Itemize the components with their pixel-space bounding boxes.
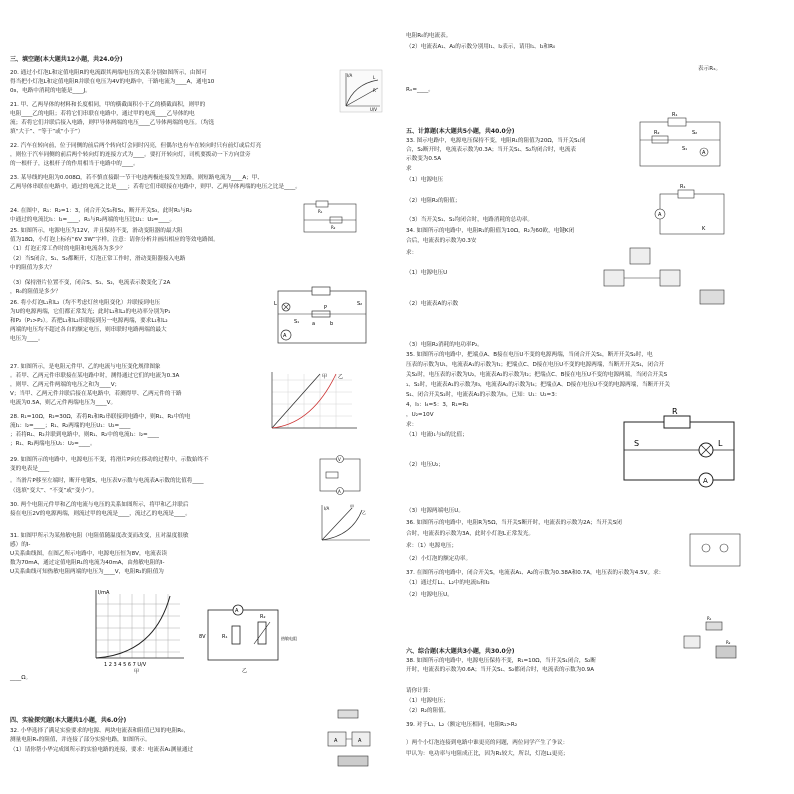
question-text-line: （2）电压U₂； [406,462,444,468]
question-text-line: （1）灯泡正常工作时的电阻和电流各为多少？ [10,246,126,252]
svg-text:A: A [283,333,287,339]
question-text-line: S₁、闭合开关S₂时，电流表A₂的示数为I₅。已知：U₁：U₂=3： [406,392,561,398]
question-text-line: ，U₂=10V [406,412,434,418]
question-text-line: 27. 如图所示，是电阻元件甲、乙的电流与电压变化规律图象 [10,364,161,370]
question-text-line: 求：（1）电源电压； [406,543,458,549]
question-text-line: 中的阻值为多大？ [10,265,55,271]
circuit-q31 [198,600,297,674]
question-text-line: 25. 如图所示，电源电压为12V，并且保持不变，滑动变阻器的最大阻 [10,228,183,234]
section-heading: 四、实验探究题(本大题共1小题，共6.0分) [10,717,127,724]
question-text-line: 电阻____乙的电阻；若将它们串联在电路中，通过甲的电流____乙导体的电 [10,111,195,117]
c38-r2: R₂ [726,640,731,645]
question-text-line: 的一根杆子，这根杆子的作用相当于电路中的____。 [10,161,139,167]
question-text-line: 合后，电流表的示数为0.3安 [406,238,477,244]
question-text-line: 22. 汽车在转向前，位于同侧的前后两个转向灯会同时闪亮，但偶尔也有车在转向时只有前灯或后灯亮 [10,143,262,149]
question-text-line: （1）电源电压； [406,698,449,704]
c36-s: S [634,439,640,448]
question-text-line: 甲认为：电功率与电阻成正比，因为R₁较大，所以，灯泡L₁更亮； [406,751,569,757]
c31-r1: R₁ [222,634,228,640]
question-text-line: 填“大于”、“等于”或“小于”） [10,129,84,135]
c25-s1: S₁ [294,319,300,325]
graph-q20 [340,70,382,112]
question-text-line: （2）电流表A的示数 [406,301,459,307]
c33-r1: R₁ [672,112,678,118]
graph20-label-l: L [373,75,376,80]
section-heading: 五、计算题(本大题共5小题，共40.0分) [406,128,515,135]
question-text-line: 开时，电流表的示数为0.6A；当开关S₁、S₂都闭合时，电流表的示数为0.9A [406,667,595,673]
question-text-line: 29. 如图所示的电路中，电源电压不变，将滑片P向左移动的过程中，示数始终不 [10,457,209,463]
c25-s2: S₂ [357,301,363,307]
c30-yi: 乙 [362,510,366,515]
question-text-line: 37. 在图所示的电路中，闭合开关S，电流表A₁、A₂的示数为0.38A和0.7A，电压表的示数为4.5V。求： [406,570,665,576]
graph31-ticks: 1 2 3 4 5 6 7 U/V [104,662,147,668]
question-text-line: ，则位于汽车同侧的前后两个转向灯的连接方式为____。要打开转向灯，司机要拨动一下方向盘旁 [10,152,251,158]
question-text-line: Rₓ=____。 [406,87,434,93]
question-text-line: U关系曲线图，在图乙所示电路中，电源电压恒为8V，电流表读 [10,551,167,557]
svg-text:A: A [338,489,341,494]
question-text-line: 流I₁：I₂=____；R₁、R₂两端的电压U₁：U₂=____ [10,423,131,429]
section-heading: 三、填空题(本大题共12小题，共24.0分) [10,56,123,63]
apparatus-q32 [318,702,396,782]
question-text-line: 34. 如图所示的电路中，电阻R₁的阻值为10Ω，R₂为60欧，电键K闭 [406,228,575,234]
question-text-line: （2）电阻R₂的阻值； [406,198,461,204]
question-text-line: （1）电源电压 [406,177,444,183]
question-text-line: ；R₁、R₂两端电压U₁：U₂=____。 [10,441,96,447]
question-text-line: 数为70mA，通过定值电阻R₁的电流为40mA，由热敏电阻的I- [10,560,165,566]
question-text-line: （2）R₂的阻值。 [406,708,450,714]
c25-l: L [274,301,277,307]
question-text-line: 35. 如图所示的电路中，把端点A、B接在电压U不变的电源两端，当闭合开关S₁，断开开关S₂时，电 [406,352,653,358]
c25-a: a [312,321,316,327]
question-text-line: ₁、S₂时，电流表A₁的示数为I₃，电流表A₂的示数为I₄；把端点A、D接在电压U不变的电源两端，当断开开关 [406,382,670,388]
c33-s1: S₁ [682,146,688,152]
c34-r1: R₁ [680,184,686,190]
c36-r: R [672,407,678,416]
question-text-line: 36. 如图所示的电路中，电阻R为5Ω，当开关S断开时，电流表的示数为2A；当开关S闭 [406,520,622,526]
question-text-line: 中通过的电流比I₁：I₂=____，R₁与R₂两端的电压比U₁：U₂=____。 [10,217,176,223]
question-text-line: 4，I₃：I₄=5：3，R₁=R₂ [406,402,469,408]
c33-s2: S₂ [692,130,698,136]
c31-r2: R₂ [260,614,266,620]
question-text-line: 压表的示数为U₁，电流表A₁的示数为I₁；把端点C、D接在电压U不变的电源两端，当断开开关S₁，闭合开 [406,362,665,368]
question-text-line: 表示Rₓ。 [698,66,722,72]
c24-r2: R₂ [331,225,336,230]
question-text-line: ，R₀的阻值是多少？ [10,289,61,295]
svg-text:V: V [338,457,341,462]
apparatus-q37 [686,530,744,570]
graph-q27 [262,368,372,440]
question-text-line: （3）当开关S₁、S₂均闭合时，电路消耗的总功率。 [406,217,534,223]
right-column [398,0,794,794]
question-text-line: 0s，电路中消耗的电能是____J。 [10,88,91,94]
question-text-line: （1）请你帮小华完成图所示的实验电路的连接，要求：电流表A₁测量通过 [10,747,194,753]
c30-jia: 甲 [350,504,354,509]
question-text-line: （选填“变大”、“不变”或“变小”）。 [10,488,98,494]
question-text-line: （2）电流表A₁、A₂的示数分别用I₁、I₂表示，请用I₁、I₂和R₀ [406,44,556,50]
question-text-line: 求 [406,166,412,172]
graph27-jia: 甲 [322,374,328,380]
circuit-q24 [300,200,360,236]
question-text-line: 测量电阻Rₓ的阻值，并连接了部分实验电路，如图所示。 [10,737,151,743]
question-text-line: （2）电源电压U。 [406,592,453,598]
c36-l: L [718,439,723,448]
question-text-line: （3）电源两端电压U。 [406,508,464,514]
question-text-line: 示数变为0.5A [406,156,442,162]
question-text-line: ，则甲、乙两元件两端的电压之和为____V； [10,382,121,388]
question-text-line: 求： [406,250,418,256]
c30-ia: I/A [324,506,330,511]
question-text-line: 38. 如图所示的电路中，电源电压保持不变，R₁=10Ω，当开关S₁闭合，S₂断 [406,658,596,664]
circuit-q25 [272,285,372,350]
question-text-line: ；若将R₁、R₂并联到电路中，则R₁、R₂中的电流I₁：I₂=____ [10,432,159,438]
question-text-line: ____Ω。 [10,675,32,681]
c34-a: A [658,212,662,218]
question-text-line: 关S₂时，电压表的示数为U₂，电流表A₂的示数为I₂；把端点C、B接在电压U不变的电源两端，当闭合开关S [406,372,668,378]
c33-r2: R₂ [654,130,660,136]
c25-p: P [324,305,328,311]
question-text-line: 。当滑片P移至左端时，断开电键S，电压表V示数与电流表A示数的比值将____ [10,478,204,484]
circuit-q33 [632,112,728,172]
question-text-line: 33. 图示电路中，电源电压保持不变，电阻R₁的阻值为20Ω，当开关S₁闭 [406,138,586,144]
circuit-q34 [652,186,732,240]
question-text-line: 21. 甲、乙两导体的材料和长度相同，甲的横截面积小于乙的横截面积，则甲的 [10,102,206,108]
c25-b: b [330,321,334,327]
question-text-line: 24. 在图中，R₁：R₂=1：3，闭合开关S₁和S₂，断开开关S₃，此时R₁与R₂ [10,208,192,214]
question-text-line: （1）电流I₁与I₂的比值； [406,432,468,438]
question-text-line: 电流为0.5A，则乙元件两端电压为____V。 [10,400,117,406]
question-text-line: 合，S₂断开时，电流表示数为0.3A；当开关S₁、S₂均闭合时，电流表 [406,147,576,153]
c34-k: K [702,226,706,232]
graph20-axis-i: I/A [347,73,353,78]
apparatus-q35 [600,240,736,310]
apparatus-q38 [680,616,744,666]
question-text-line: （3）电阻R₂消耗的电功率P₂。 [406,342,483,348]
c38-r1: R₁ [707,616,712,621]
question-text-line: 20. 通过小灯泡L和定值电阻R的电流跟其两端电压的关系分别如图所示，由图可 [10,70,207,76]
svg-text:A: A [334,738,338,744]
c33-a: A [702,150,706,156]
question-text-line: 为U的电源两端，它们都正常发光；此时L₁和L₂的电功率分别为P₁ [10,309,171,315]
c31-caption: 乙 [242,668,248,674]
svg-text:A: A [235,608,239,614]
question-text-line: 23. 某导线的电阻为0.008Ω，若不慎直接跟一节干电池两极连接发生短路，则短路电流为____A；甲、 [10,175,263,181]
question-text-line: 电压为____。 [10,336,44,342]
c24-r1: R₁ [318,209,323,214]
question-text-line: 乙两导体串联在电路中，通过的电流之比是____；若将它们串联接在电路中，则甲、乙两导体两端的电压之比是____。 [10,184,301,190]
question-text-line: 感）的I- [10,542,31,548]
question-text-line: 28. R₁=10Ω，R₂=30Ω，若将R₁和R₂串联接到电路中，则R₁、R₂中的电 [10,414,191,420]
graph20-label-r: R [373,88,376,93]
svg-text:A: A [358,738,362,744]
section-heading: 六、综合题(本大题共3小题，共30.0分) [406,648,515,655]
question-text-line: （2）小灯泡的额定功率。 [406,556,472,562]
question-text-line: （3）保持滑片位置不变，闭合S、S₁、S₂，电流表示数变化了2A [10,280,171,286]
question-text-line: （2）当S闭合，S₁、S₂都断开，灯泡正常工作时，滑动变阻器接入电路 [10,256,186,262]
question-text-line: 和P₂（P₁>P₂）。若把L₁和L₂串联接到另一电源两端，要求L₁和L₂ [10,318,168,324]
graph31-caption: 甲 [134,669,140,675]
question-text-line: 求： [406,422,418,428]
graph27-yi: 乙 [338,374,344,380]
question-text-line: （1）通过灯L₁、L₂中的电流I₁和I₂ [406,580,490,586]
question-text-line: 电阻R₀的电流表。 [406,33,452,39]
circuit-q36 [614,407,744,490]
question-text-line: 两端的电压均不超过各自的额定电压，则串联时电路两端的最大 [10,327,167,333]
graph31-axis: I/mA [98,590,110,596]
c31-8v: 8V [199,634,206,640]
graph-q31 [84,586,194,674]
question-text-line: 合时，电流表的示数为3A，此时小灯泡L正常发光。 [406,531,534,537]
graph-q30 [316,502,374,546]
question-text-line: （1）电源电压U [406,270,448,276]
question-text-line: U关系曲线可知热敏电阻两端的电压为____V，电阻R₂的阻值为 [10,569,164,575]
question-text-line: 32. 小华选择了满足实验要求的电源、两块电流表和阻值已知的电阻R₀， [10,728,190,734]
question-text-line: 变的电表是____ [10,466,50,472]
question-text-line: 值为18Ω，小灯泡上标有“6V 3W”字样。注意：请你分析并画出相应的等效电路图。 [10,237,219,243]
question-text-line: 流；若将它们并联后接入电路，则甲导体两端的电压____乙导体两端的电压。（均选 [10,120,215,126]
question-text-line: V；当甲、乙两元件并联后接在某电路中，若测得甲、乙两元件的干路 [10,391,182,397]
question-text-line: 31. 如图甲所示为某热敏电阻（电阻值随温度改变而改变，且对温度很敏 [10,533,189,539]
c36-a: A [703,477,708,485]
question-text-line: 26. 将小灯泡L₁和L₂（均不考虑灯丝电阻变化）并联接到电压 [10,300,161,306]
question-text-line: 39. 对于L₁、L₂（额定电压相同，电阻R₁>R₂ [406,722,518,728]
question-text-line: ）两个小灯泡连接到电路中谁更亮的问题，两位同学产生了争议： [406,740,569,746]
question-text-line: 得当把小灯泡L和定值电阻R并联在电压为4V的电路中，干路电流为____A，通电10 [10,79,215,85]
circuit-q29 [316,455,364,495]
question-text-line: 请你计算： [406,688,434,694]
question-text-line: 。若甲、乙两元件串联接在某电路中时，测得通过它们的电流为0.3A [10,373,180,379]
graph20-axis-u: U/V [370,107,378,112]
question-text-line: 30. 两个电阻元件甲和乙的电流与电压的关系如图所示，将甲和乙并联后 [10,502,189,508]
c31-therm: 热敏电阻 [281,636,297,641]
question-text-line: 接在电压2V的电源两端，则流过甲的电流是____，流过乙的电流是____。 [10,511,191,517]
